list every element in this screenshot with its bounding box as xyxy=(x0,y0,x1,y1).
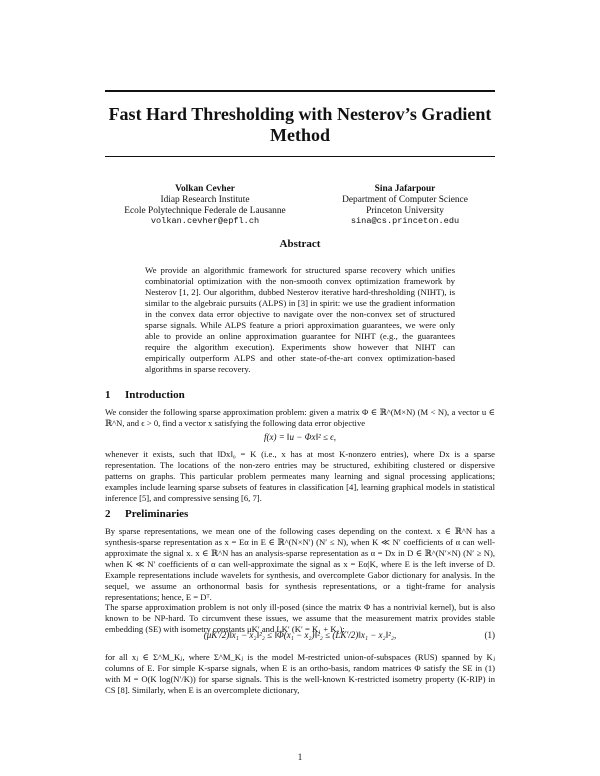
title-bottom-rule xyxy=(105,156,495,157)
preliminaries-paragraph-3: for all xⱼ ∈ Σ^M_Kⱼ, where Σ^M_Kⱼ is the model M-restricted union-of-subspaces (RUS) spanned by Kⱼ columns of E. For simple K-sparse signals, when E is an ortho-basis, random matrices Φ satisfy the SE in (1) with M = O(K log(N′/K)) for sparse signals. This is the well-known K-restricted isometry property (K-RIP) in CS [8]. Similarly, when E is an overcomplete dictionary, xyxy=(105,652,495,695)
author-email: volkan.cevher@epfl.ch xyxy=(150,216,260,227)
intro-paragraph-2: whenever it exists, such that ‖Dx‖₀ = K (i.e., x has at most K-nonzero entries), where Dx is a sparse representation. The locations of the non-zero entries may be structured, exhibiting clustered or dispersive patterns on graphs. This particular problem permeates many learning and signal processing applications; examples include learning sparse subsets of features in classification [4], learning graphical models in statistical inference [5], and compressive sensing [6, 7]. xyxy=(105,449,495,503)
stable-embedding-equation xyxy=(105,630,495,640)
abstract-text: We provide an algorithmic framework for structured sparse recovery which unifies combinatorial optimization with the non-smooth convex optimization framework by Nesterov [1, 2]. Our algorithm, dubbed Nesterov iterative hard-thresholding (NIHT), is similar to the algebraic pursuits (ALPS) in [3] in spirit: we use the gradient information in the convex data error objective to navigate over the non-convex set of structured sparse signals. While ALPS feature a priori approximation guarantees, we were only able to provide an online approximation guarantee for NIHT (e.g., the guarantees require the algorithm execution). Experiments show however that NIHT can empirically outperform ALPS and other state-of-the-art convex optimization-based algorithms in sparse recovery. xyxy=(145,265,455,374)
author-affiliation: Ecole Polytechnique Federale de Lausanne xyxy=(124,205,286,216)
section-number: 1 xyxy=(105,389,111,401)
preliminaries-paragraph-2: The sparse approximation problem is not only ill-posed (since the matrix Φ has a nontrivial kernel), but is also known to be NP-hard. To circumvent these issues, we assume that the measurement matrix provides stable embedding (SE) with isometry constants μK′ and LK′ (K′ = K₁ + K₂): xyxy=(105,602,495,634)
author-name: Volkan Cevher xyxy=(175,184,235,194)
page-number: 1 xyxy=(297,752,303,762)
section-heading-introduction xyxy=(105,389,185,401)
author-name: Sina Jafarpour xyxy=(374,184,436,194)
author-1 xyxy=(105,184,305,227)
section-number: 2 xyxy=(105,508,111,520)
equation-number: (1) xyxy=(484,630,495,640)
author-affiliation: Princeton University xyxy=(366,205,444,216)
equation-body: (μK′/2)‖x₁ − x₂‖²₂ ≤ ‖Φ(x₁ − x₂)‖²₂ ≤ (LK′/2)‖x₁ − x₂‖²₂, xyxy=(203,630,397,640)
abstract-heading: Abstract xyxy=(279,238,321,250)
author-email: sina@cs.princeton.edu xyxy=(350,216,460,227)
author-2 xyxy=(305,184,505,227)
author-affiliation: Idiap Research Institute xyxy=(160,194,250,205)
section-title: Introduction xyxy=(125,389,185,401)
intro-paragraph-1: We consider the following sparse approximation problem: given a matrix Φ ∈ ℝ^(M×N) (M < N), a vector u ∈ ℝ^N, and ϵ > 0, find a vector x satisfying the following data error objective xyxy=(105,407,495,428)
intro-equation: f(x) = ‖u − Φx‖² ≤ ϵ, xyxy=(263,432,337,442)
title-top-rule xyxy=(105,90,495,92)
section-title: Preliminaries xyxy=(125,508,189,520)
author-affiliation: Department of Computer Science xyxy=(342,194,468,205)
preliminaries-paragraph-1: By sparse representations, we mean one of the following cases depending on the context. x ∈ ℝ^N has a synthesis-sparse representation as x = Eα in E ∈ ℝ^(N×N′) (N′ ≤ N), when K ≪ N′ coefficients of α can well-approximate the signal x. x ∈ ℝ^N has an analysis-sparse representation as α = Dx in D ∈ ℝ^(N′×N) (N′ ≥ N), when K ≪ N′ coefficients of α can well-approximate the signal as x = Eα|K, where E is the left inverse of D. Example representations include wavelets for synthesis, and overcomplete Gabor dictionary for analysis. In the sequel, we assume an orthonormal basis for synthesis representations, or a tight-frame for analysis representations; hence, E = Dᵀ. xyxy=(105,526,495,602)
section-heading-preliminaries xyxy=(105,508,188,520)
paper-title: Fast Hard Thresholding with Nesterov’s Gradient Method xyxy=(108,104,492,145)
